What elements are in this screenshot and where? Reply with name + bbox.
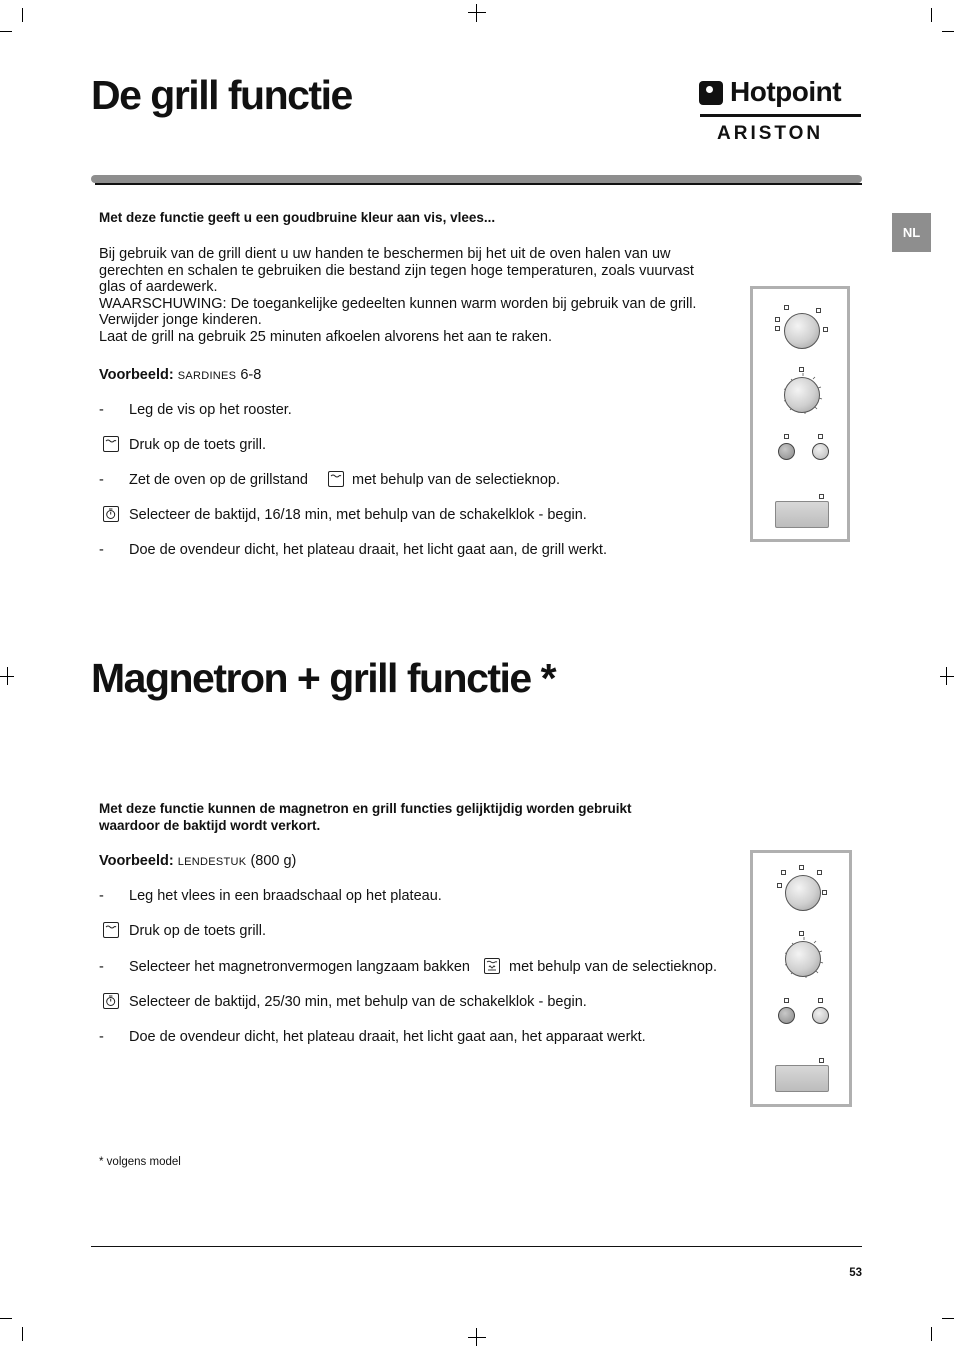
header-rule-shadow — [95, 183, 862, 185]
step-text: Druk op de toets grill. — [129, 923, 267, 939]
control-panel-illustration — [750, 286, 850, 542]
panel-symbol-icon — [781, 870, 786, 875]
language-tab[interactable]: NL — [892, 213, 931, 252]
panel-symbol-icon — [775, 317, 780, 322]
footer-rule — [91, 1246, 862, 1247]
panel-display — [775, 501, 829, 528]
panel-symbol-icon — [784, 434, 789, 439]
section1-title: De grill functie — [91, 72, 352, 118]
step-text: Druk op de toets grill. — [129, 437, 267, 453]
section2-title: Magnetron + grill functie * — [91, 655, 556, 701]
step-bullet: - — [99, 1029, 104, 1045]
brand-name: Hotpoint — [730, 76, 842, 107]
example-item: LENDESTUK — [177, 856, 247, 868]
panel-symbol-icon — [816, 308, 821, 313]
step-bullet: - — [99, 959, 104, 975]
section1-paragraph — [99, 246, 696, 345]
panel-symbol-icon — [818, 434, 823, 439]
section1-intro: Met deze functie geeft u een goudbruine kleur aan vis, vlees... — [99, 210, 496, 225]
step-text: met behulp van de selectieknop. — [509, 959, 717, 975]
header-rule — [91, 175, 862, 183]
step-bullet: - — [99, 542, 104, 558]
paragraph-line: Laat de grill na gebruik 25 minuten afkoelen alvorens het aan te raken. — [99, 328, 553, 345]
brand-sub: ARISTON — [717, 123, 824, 144]
door-button — [812, 1007, 829, 1024]
panel-symbol-icon — [819, 1058, 824, 1063]
step-text: Zet de oven op de grillstand — [129, 472, 308, 488]
paragraph-line: Verwijder jonge kinderen. — [99, 312, 262, 328]
function-selector-knob — [784, 313, 820, 349]
step-bullet: - — [99, 888, 104, 904]
step-text: Leg de vis op het rooster. — [129, 402, 292, 418]
grill-button — [778, 1007, 795, 1024]
grill-mode-icon — [328, 471, 344, 487]
example-qty: 6-8 — [240, 367, 262, 383]
section1-example — [99, 367, 261, 385]
page-number: 53 — [849, 1267, 862, 1279]
timer-icon — [103, 993, 119, 1009]
panel-symbol-icon — [822, 890, 827, 895]
door-button — [812, 443, 829, 460]
panel-symbol-icon — [823, 327, 828, 332]
grill-icon — [103, 436, 119, 452]
example-qty: (800 g) — [250, 853, 297, 869]
example-label: Voorbeeld: — [99, 853, 174, 869]
step-text: Selecteer de baktijd, 16/18 min, met behulp van de schakelklok - begin. — [129, 507, 587, 523]
step-bullet: - — [99, 402, 104, 418]
panel-symbol-icon — [784, 305, 789, 310]
step-text: Selecteer de baktijd, 25/30 min, met behulp van de schakelklok - begin. — [129, 994, 587, 1010]
function-selector-knob — [785, 875, 821, 911]
paragraph-line: gerechten en schalen te gebruiken die bestand zijn tegen hoge temperaturen, zoals vuurvast — [99, 262, 694, 279]
intro-line: Met deze functie kunnen de magnetron en grill functies gelijktijdig worden gebruikt — [99, 801, 632, 816]
paragraph-line: Bij gebruik van de grill dient u uw handen te beschermen bij het uit de oven halen van uw — [99, 246, 671, 262]
intro-line: waardoor de baktijd wordt verkort. — [99, 817, 321, 833]
paragraph-line: WAARSCHUWING: De toegankelijke gedeelten kunnen warm worden bij gebruik van de grill. — [99, 295, 697, 312]
step-text: Selecteer het magnetronvermogen langzaam bakken — [129, 959, 470, 975]
grill-button — [778, 443, 795, 460]
panel-symbol-icon — [799, 865, 804, 870]
step-text: Leg het vlees in een braadschaal op het plateau. — [129, 888, 442, 904]
example-item: SARDINES — [177, 370, 237, 382]
grill-icon — [103, 922, 119, 938]
panel-symbol-icon — [784, 998, 789, 1003]
step-text: Doe de ovendeur dicht, het plateau draait, het licht gaat aan, de grill werkt. — [129, 542, 607, 558]
panel-symbol-icon — [819, 494, 824, 499]
timer-knob — [784, 377, 820, 413]
panel-symbol-icon — [775, 326, 780, 331]
brand-logo — [699, 78, 862, 148]
paragraph-line: glas of aardewerk. — [99, 279, 218, 295]
microwave-grill-icon — [484, 958, 500, 974]
timer-icon — [103, 506, 119, 522]
panel-symbol-icon — [817, 870, 822, 875]
control-panel-illustration — [750, 850, 852, 1107]
footnote: * volgens model — [99, 1156, 181, 1168]
step-text: Doe de ovendeur dicht, het plateau draait, het licht gaat aan, het apparaat werkt. — [129, 1029, 646, 1045]
step-bullet: - — [99, 472, 104, 488]
brand-mark-icon — [699, 81, 723, 105]
section2-intro — [99, 801, 632, 834]
section2-example — [99, 853, 296, 871]
panel-symbol-icon — [818, 998, 823, 1003]
timer-knob — [785, 941, 821, 977]
panel-symbol-icon — [777, 883, 782, 888]
panel-display — [775, 1065, 829, 1092]
step-text: met behulp van de selectieknop. — [352, 472, 560, 488]
example-label: Voorbeeld: — [99, 367, 174, 383]
brand-rule — [700, 114, 861, 117]
